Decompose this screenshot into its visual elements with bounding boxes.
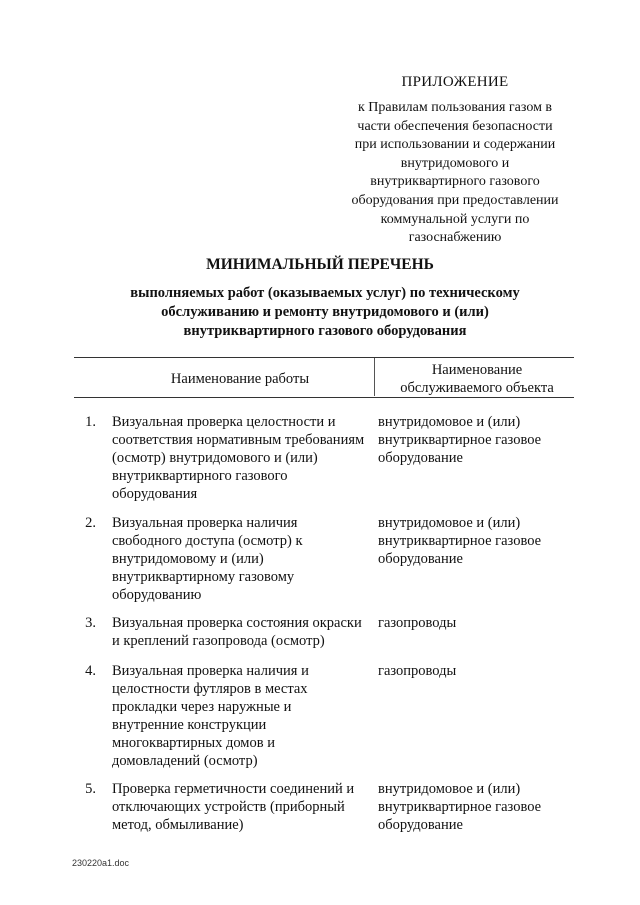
row-number: 2. [85,515,96,531]
appendix-line: к Правилам пользования газом в [357,100,553,115]
document-subtitle [100,284,550,341]
column-header-object: Наименование обслуживаемого объекта [400,362,554,396]
column-header-work: Наименование работы [170,371,310,387]
subtitle-line: выполняемых работ (оказываемых услуг) по техническому [130,285,520,301]
row-work-name: Проверка герметичности соединений и отключающих устройств (приборный метод, обмыливание) [112,781,355,833]
row-object-name: внутридомовое и (или) внутриквартирное газовое оборудование [378,414,542,466]
appendix-header [330,74,580,248]
appendix-line: газоснабжению [408,230,502,246]
row-work-name: Визуальная проверка целостности и соответствия нормативным требованиям (осмотр) внутридомового и (или) внутриквартирного газового оборудования [112,414,365,502]
document-title: МИНИМАЛЬНЫЙ ПЕРЕЧЕНЬ [206,256,434,273]
row-number: 4. [85,663,96,679]
appendix-line: коммунальной услуги по [380,211,530,227]
appendix-line: внутриквартирного газового [370,174,540,190]
appendix-title: ПРИЛОЖЕНИЕ [401,74,509,90]
table-header-rule [74,397,574,398]
row-object-name: газопроводы [378,615,457,631]
row-object-name: внутридомовое и (или) внутриквартирное газовое оборудование [378,781,542,833]
appendix-line: части обеспечения безопасности [357,118,553,134]
appendix-line: оборудования при предоставлении [351,192,559,208]
subtitle-line: внутриквартирного газового оборудования [183,323,467,339]
row-object-name: газопроводы [378,663,457,679]
row-number: 3. [85,615,96,631]
row-work-name: Визуальная проверка наличия и целостности футляров в местах прокладки через наружные и внутренние конструкции многоквартирных домов и домовладений (осмотр) [112,663,309,769]
table-header-divider [374,358,375,396]
row-number: 5. [85,781,96,797]
file-name-footer: 230220a1.doc [72,858,130,868]
appendix-line: внутридомового и [400,155,510,171]
row-work-name: Визуальная проверка состояния окраски и креплений газопровода (осмотр) [112,615,362,649]
table-top-rule [74,357,574,358]
row-object-name: внутридомовое и (или) внутриквартирное газовое оборудование [378,515,542,567]
appendix-line: при использовании и содержании [354,137,556,153]
subtitle-line: обслуживанию и ремонту внутридомового и (или) [161,304,489,320]
row-number: 1. [85,414,96,430]
row-work-name: Визуальная проверка наличия свободного доступа (осмотр) к внутридомовому и (или) внутриквартирному газовому оборудованию [112,515,303,603]
